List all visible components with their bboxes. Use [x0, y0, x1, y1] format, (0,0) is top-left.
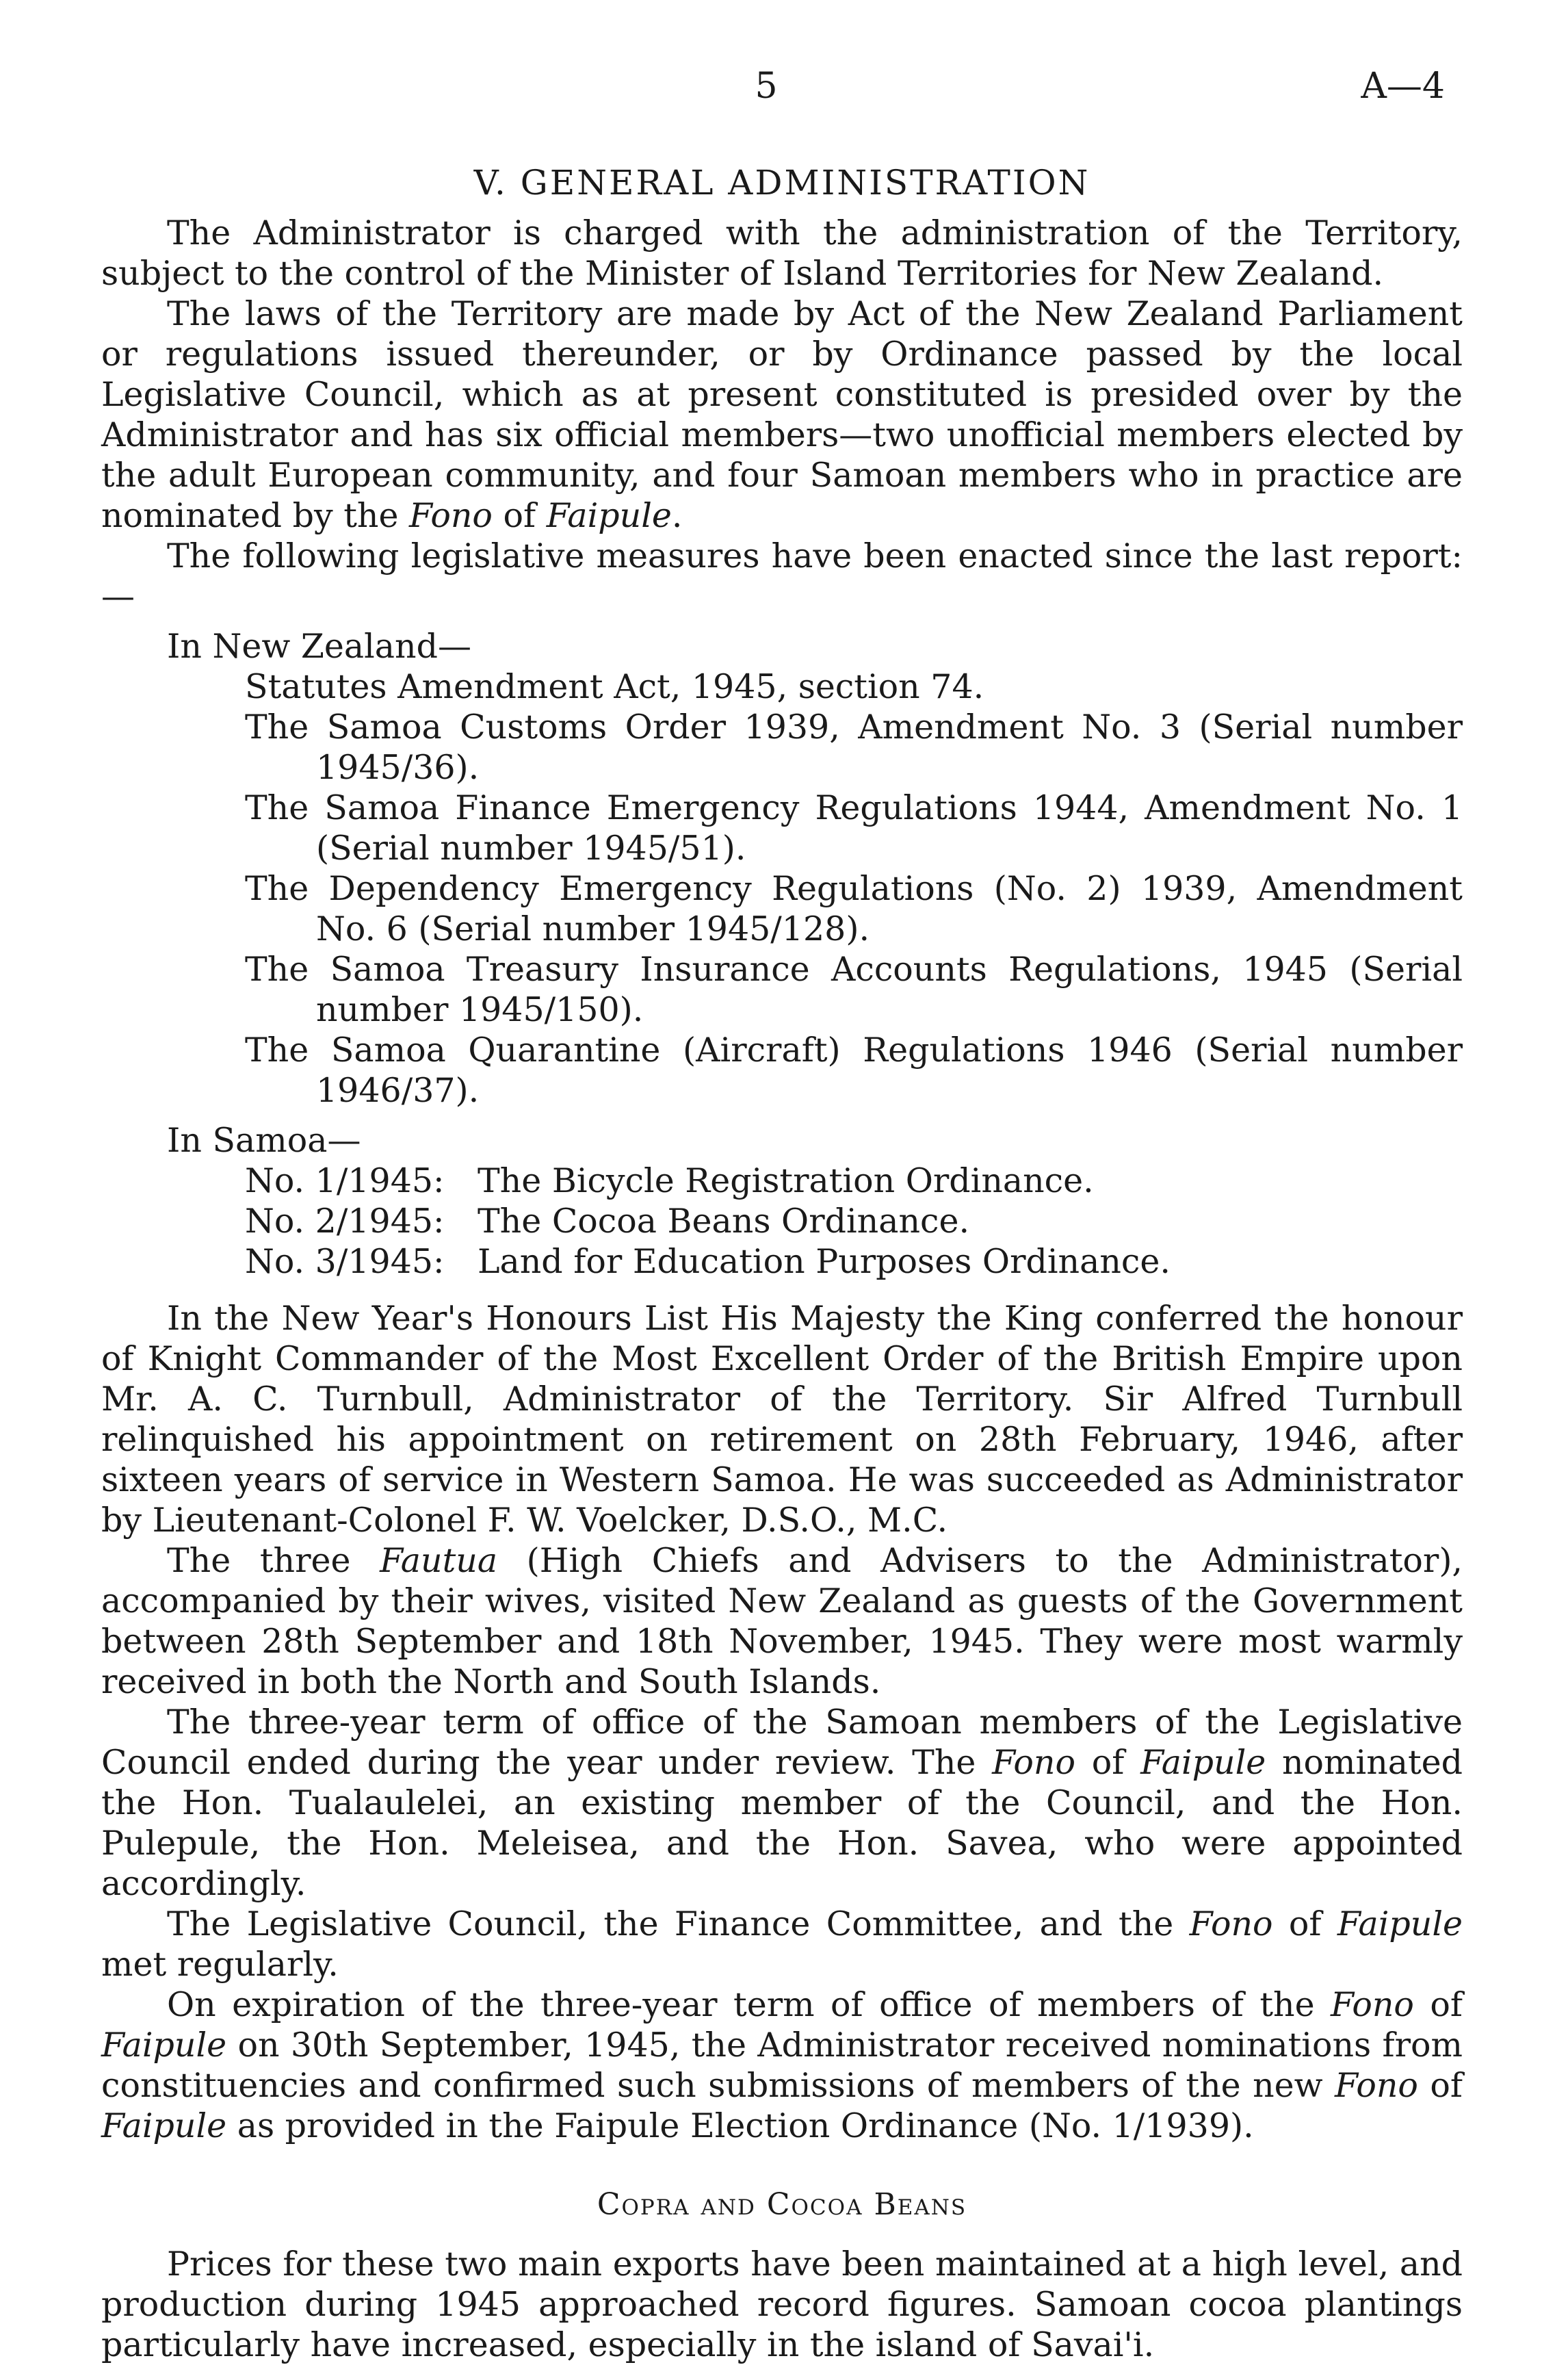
paragraph-nominations: [101, 1985, 1463, 2146]
term-faipule: Faipule: [101, 2026, 227, 2065]
paragraph-exports: Prices for these two main exports have been maintained at a high level, and production during 1945 approached record figures. Samoan cocoa plantings particularly have increased, especially in the island of Savai'i.: [101, 2245, 1463, 2364]
word-of: of: [1288, 1904, 1322, 1943]
term-fono: Fono: [1331, 1985, 1414, 2024]
paragraph-samoan-members-rest: nominated the Hon. Tualaulelei, an existing member of the Council, and the Hon. Pulepule, the Hon. Meleisea, and the Hon. Savea, who were appointed accordingly.: [101, 1743, 1463, 1903]
word-of: of: [1091, 1743, 1125, 1782]
word-of: of: [1430, 1985, 1463, 2024]
body-column: [101, 163, 1463, 2365]
term-fono: Fono: [1335, 2066, 1418, 2105]
ordinance-title: The Cocoa Beans Ordinance.: [478, 1202, 970, 1241]
nz-measure-item: The Samoa Quarantine (Aircraft) Regulations 1946 (Serial number 1946/37).: [245, 1031, 1463, 1110]
paragraph-laws-end: .: [671, 496, 683, 535]
term-fono: Fono: [1189, 1904, 1273, 1943]
samoa-ordinance-item: [245, 1161, 1463, 1201]
paragraph-nominations-mid: on 30th September, 1945, the Administrator received nominations from constituencies and confirmed such submissions of members of the new: [101, 2026, 1463, 2105]
ordinance-title: Land for Education Purposes Ordinance.: [478, 1242, 1171, 1281]
paragraph-nominations-end: as provided in the Faipule Election Ordinance (No. 1/1939).: [237, 2106, 1254, 2145]
word-of: of: [1430, 2066, 1463, 2105]
ordinance-number: No. 3/1945:: [245, 1242, 445, 1281]
paragraph-council-end: met regularly.: [101, 1945, 339, 1984]
nz-measure-item: The Samoa Customs Order 1939, Amendment No. 3 (Serial number 1945/36).: [245, 708, 1463, 787]
paragraph-nominations-start: On expiration of the three-year term of office of members of the: [167, 1985, 1315, 2024]
term-faipule: Faipule: [1140, 1743, 1266, 1782]
ordinance-title: The Bicycle Registration Ordinance.: [478, 1161, 1094, 1200]
paragraph-measures-intro: The following legislative measures have been enacted since the last report:—: [101, 537, 1463, 616]
paragraph-fautua-start: The three: [167, 1541, 351, 1580]
paragraph-samoan-members-start: The three-year term of office of the Samoan members of the Legislative Council ended during the year under review. The: [101, 1703, 1463, 1782]
term-fono: Fono: [409, 496, 493, 535]
samoa-ordinance-item: [245, 1201, 1463, 1241]
new-zealand-heading: In New Zealand—: [167, 627, 471, 666]
paragraph-honours: In the New Year's Honours List His Majesty the King conferred the honour of Knight Commander of the Most Excellent Order of the British Empire upon Mr. A. C. Turnbull, Administrator of the Territory. Sir Alfred Turnbull relinquished his appointment on retirement on 28th February, 1946, after sixteen years of service in Western Samoa. He was succeeded as Administrator by Lieutenant-Colonel F. W. Voelcker, D.S.O., M.C.: [101, 1299, 1463, 1540]
ordinance-number: No. 2/1945:: [245, 1202, 445, 1241]
term-faipule: Faipule: [546, 496, 672, 535]
section-title: V. GENERAL ADMINISTRATION: [473, 163, 1090, 203]
term-faipule: Faipule: [101, 2106, 227, 2145]
nz-measure-item: The Dependency Emergency Regulations (No. 2) 1939, Amendment No. 6 (Serial number 1945/128).: [245, 869, 1463, 948]
nz-measure-item: Statutes Amendment Act, 1945, section 74.: [245, 667, 984, 706]
paragraph-laws-text: The laws of the Territory are made by Act of the New Zealand Parliament or regulations issued thereunder, or by Ordinance passed by the local Legislative Council, which as at present constituted is presided over by the Administrator and has six official members—two unofficial members elected by the adult European community, and four Samoan members who in practice are nominated by the: [101, 294, 1463, 535]
page-number: 5: [755, 66, 778, 107]
term-fono: Fono: [992, 1743, 1075, 1782]
document-reference: A—4: [1361, 66, 1445, 107]
subheading-copra-cocoa: Copra and Cocoa Beans: [597, 2187, 967, 2222]
nz-measure-item: The Samoa Treasury Insurance Accounts Regulations, 1945 (Serial number 1945/150).: [245, 950, 1463, 1029]
paragraph-laws: [101, 294, 1463, 536]
word-of: of: [503, 496, 536, 535]
paragraph-council-start: The Legislative Council, the Finance Committee, and the: [167, 1904, 1174, 1943]
ordinance-number: No. 1/1945:: [245, 1161, 445, 1200]
samoa-heading: In Samoa—: [167, 1121, 361, 1160]
term-fautua: Fautua: [380, 1541, 498, 1580]
nz-measure-item: The Samoa Finance Emergency Regulations 1944, Amendment No. 1 (Serial number 1945/51).: [245, 788, 1463, 868]
paragraph-administrator: The Administrator is charged with the administration of the Territory, subject to the control of the Minister of Island Territories for New Zealand.: [101, 214, 1463, 293]
term-faipule: Faipule: [1337, 1904, 1463, 1943]
samoa-ordinance-item: [245, 1241, 1463, 1282]
paragraph-fautua-visit: [101, 1540, 1463, 1702]
paragraph-fautua-rest: (High Chiefs and Advisers to the Administrator), accompanied by their wives, visited New Zealand as guests of the Government between 28th September and 18th November, 1945. They were most warmly received in both the North and South Islands.: [101, 1541, 1463, 1701]
paragraph-council-met: [101, 1904, 1463, 1985]
paragraph-samoan-members: [101, 1702, 1463, 1904]
